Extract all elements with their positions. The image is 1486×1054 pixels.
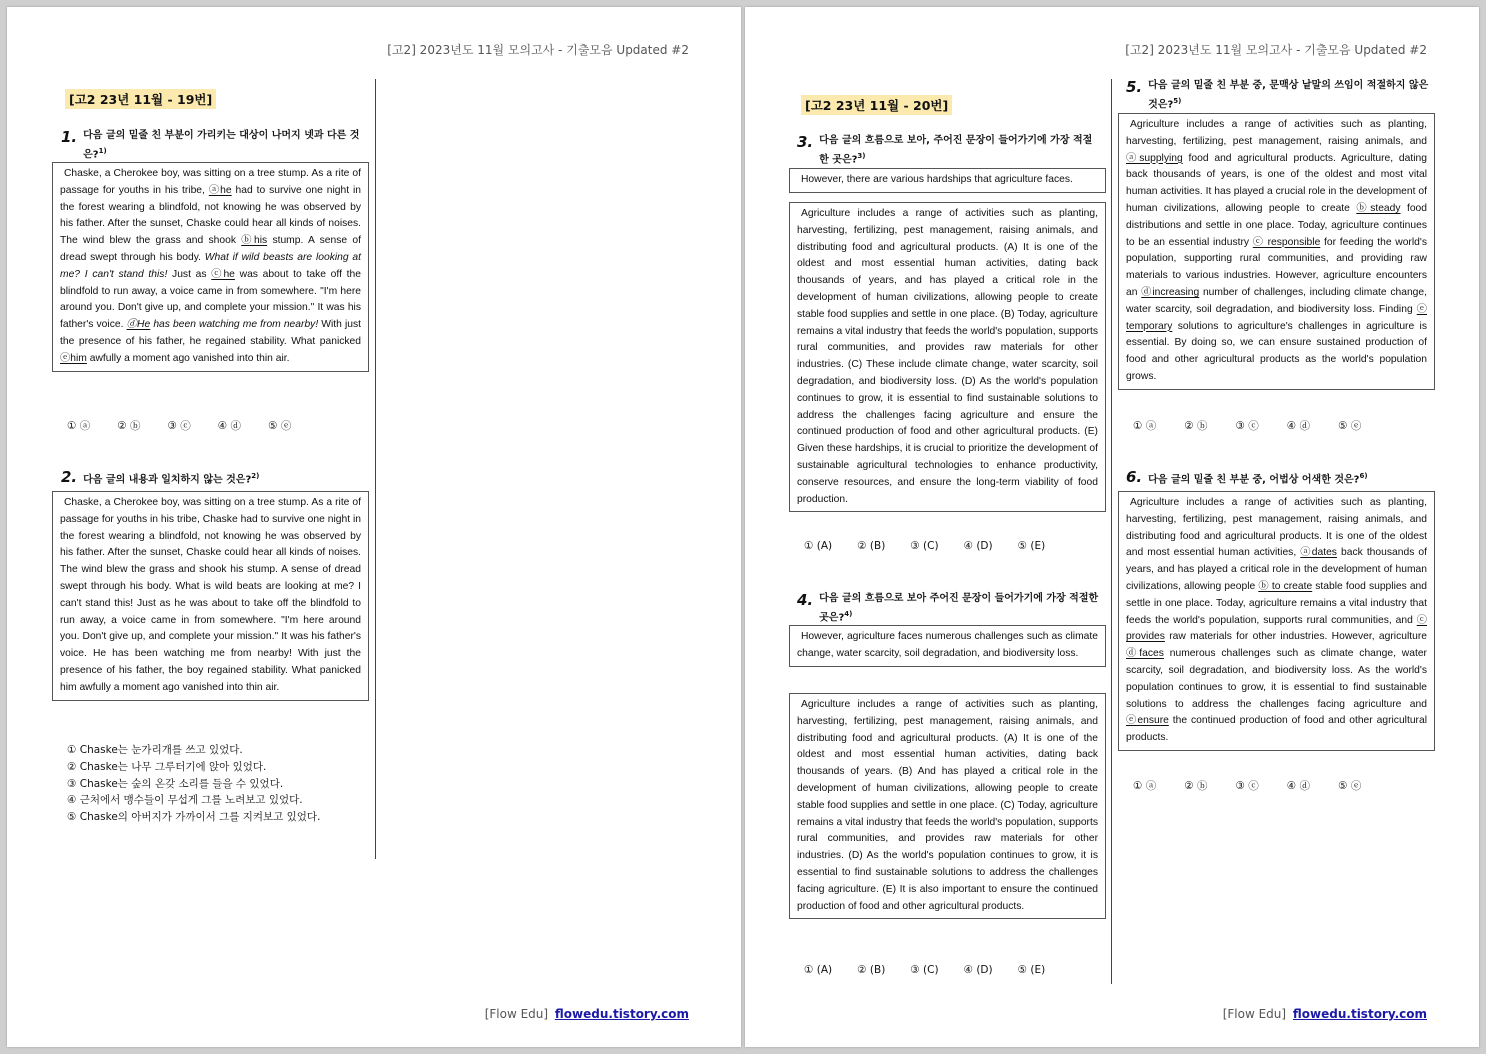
question-number: 2. — [61, 468, 78, 486]
option-5[interactable]: ⑤ ⓔ — [1338, 420, 1362, 432]
option-4[interactable]: ④ (D) — [963, 540, 993, 552]
question-1-prompt — [61, 129, 369, 162]
option-3[interactable]: ③ (C) — [910, 964, 939, 976]
question-6-options — [1133, 778, 1361, 793]
question-5-options — [1133, 418, 1361, 433]
right-page — [745, 7, 1479, 1047]
option-3[interactable]: ③ ⓒ — [1235, 780, 1259, 792]
question-2-options — [67, 742, 320, 826]
option-1[interactable]: ① ⓐ — [1133, 780, 1157, 792]
page-header: [고2] 2023년도 11월 모의고사 - 기출모음 Updated #2 — [1125, 43, 1427, 57]
option-1[interactable]: ① (A) — [804, 964, 833, 976]
option-4[interactable]: ④ ⓓ — [217, 420, 242, 432]
question-number: 6. — [1126, 468, 1143, 486]
footer-brand: [Flow Edu] — [484, 1007, 549, 1021]
underline-b: ⓑhis — [241, 235, 268, 247]
option-1[interactable]: ① ⓐ — [67, 420, 91, 432]
question-3-prompt — [797, 134, 1100, 167]
question-text: 다음 글의 흐름으로 보아, 주어진 문장이 들어가기에 가장 적절한 곳은? — [819, 135, 1093, 165]
question-1-passage: Chaske, a Cherokee boy, was sitting on a tree stump. As a rite of passage for youths in his tribe, ⓐhe had to survive one night in the forest wearing a blindfold, not knowing he was observed by his father. After the sunset, Chaske could hear all kinds of noises. The wind blew the grass and shook ⓑhis stump. A sense of dread swept through his body. What if wild beasts are looking at me? I can't stand this! Just as ⓒhe was about to take off the blindfold to run away, a voice came in from somewhere. "I'm here around you. Don't give up, and complete your mission." It was his father's voice. ⓓHe has been watching me from nearby! With just the presence of his father, he regained stability. What panicked ⓔhim awfully a moment ago vanished into thin air. — [52, 162, 369, 372]
option-4[interactable]: ④ 근처에서 맹수들이 무섭게 그를 노려보고 있었다. — [67, 794, 303, 807]
option-5[interactable]: ⑤ ⓔ — [268, 420, 292, 432]
underline-a: ⓐhe — [208, 184, 232, 196]
question-text: 다음 글의 내용과 일치하지 않는 것은? — [83, 474, 252, 486]
question-2-passage: Chaske, a Cherokee boy, was sitting on a tree stump. As a rite of passage for youths in his tribe, Chaske had to survive one night in the forest wearing a blindfold, not knowing he was observed by his father. After the sunset, Chaske could hear all kinds of noises. The wind blew the grass and shook his stump. A sense of dread swept through his body. What is wild beats are looking at me? I can't stand this! Just as he was about to take off the blindfold to run away, a voice came in from somewhere. "I'm here around you. Don't give up, and complete your mission." It was his father's voice. He has been watching me from nearby! With just the presence of his father, the boy regained stability. What panicked him awfully a moment ago vanished into thin air. — [52, 491, 369, 701]
option-3[interactable]: ③ (C) — [910, 540, 939, 552]
question-3-passage: Agriculture includes a range of activities such as planting, harvesting, fertilizing, pest management, raising animals, and distributing food and agricultural products. (A) It is one of the oldest and most essential human activities, dating back thousands of years, and has played a critical role in the development of human civilizations, allowing people to create stable food supplies and settle in one place. (B) Today, agriculture remains a vital industry that feeds the world's population, supports rural communities, and provides raw materials for other industries. (C) These include climate change, water scarcity, soil degradation, and biodiversity loss. (D) As the world's population continues to grow, it is essential to find sustainable solutions to address the challenges facing agriculture and ensure the continued production of food and other agricultural products. (E) Given these hardships, it is crucial to prioritize the development of sustainable agricultural technologies to enhance productivity, conserve resources, and ensure the long-term viability of food production. — [789, 202, 1106, 512]
question-text: 다음 글의 밑줄 친 부분이 가리키는 대상이 나머지 넷과 다른 것은? — [83, 130, 360, 160]
option-1[interactable]: ① ⓐ — [1133, 420, 1157, 432]
footnote-ref: 5) — [1173, 96, 1182, 105]
question-number: 1. — [61, 128, 78, 146]
question-5-passage: Agriculture includes a range of activities such as planting, harvesting, fertilizing, pest management, raising animals, and ⓐsupplying food and agricultural products. Agriculture, dating back thousands of years, is one of the oldest and most vital human activities. It has played a crucial role in the development of human civilizations, allowing people to create ⓑsteady food distributions and settle in one place. Today, agriculture continues to be an essential industry ⓒ responsible for feeding the world's population, supporting rural communities, and providing raw materials to various industries. However, agriculture encounters an ⓓincreasing number of challenges, including climate change, water scarcity, soil degradation, and biodiversity loss. Finding ⓔ temporary solutions to agriculture's challenges in agriculture is essential. By doing so, we can ensure sustained production of food and other agricultural products as the world's population grows. — [1118, 113, 1435, 390]
option-5[interactable]: ⑤ (E) — [1017, 964, 1046, 976]
question-3-options — [804, 540, 1045, 552]
question-number: 5. — [1126, 78, 1143, 96]
question-2-prompt — [61, 469, 369, 488]
option-4[interactable]: ④ ⓓ — [1286, 420, 1311, 432]
option-3[interactable]: ③ ⓒ — [167, 420, 191, 432]
underline-b: ⓑ to create — [1258, 580, 1313, 592]
section-label: [고2 23년 11월 - 19번] — [65, 89, 216, 109]
footnote-ref: 3) — [857, 151, 866, 160]
footnote-ref: 4) — [844, 609, 853, 618]
footnote-ref: 2) — [251, 472, 260, 480]
underline-a: ⓐdates — [1300, 547, 1337, 559]
footnote-ref: 1) — [98, 146, 107, 155]
underline-e: ⓔhim — [60, 352, 87, 364]
option-5[interactable]: ⑤ ⓔ — [1338, 780, 1362, 792]
page-footer — [1223, 1007, 1427, 1021]
question-6-passage: Agriculture includes a range of activities such as planting, harvesting, fertilizing, pest management, raising animals, and distributing food and agricultural products. It is one of the oldest and most essential human activities, ⓐdates back thousands of years, and has played a critical role in the development of human civilizations, allowing people ⓑ to create stable food supplies and settle in one place. Today, agriculture remains a vital industry that feeds the world's population, supports rural communities, and ⓒ provides raw materials for other industries. However, agriculture ⓓfaces numerous challenges such as climate change, water scarcity, soil degradation, and biodiversity loss. As the world's population continues to grow, it is essential to find sustainable solutions to address the challenges facing agriculture and ⓔensure the continued production of food and other agricultural products. — [1118, 491, 1435, 751]
question-text: 다음 글의 밑줄 친 부분 중, 문맥상 낱말의 쓰임이 적절하지 않은 것은? — [1148, 80, 1429, 110]
option-2[interactable]: ② (B) — [857, 964, 886, 976]
underline-d: ⓓfaces — [1126, 648, 1164, 660]
option-4[interactable]: ④ ⓓ — [1286, 780, 1311, 792]
underline-e: ⓔ temporary — [1126, 303, 1427, 332]
option-5[interactable]: ⑤ (E) — [1017, 540, 1046, 552]
option-5[interactable]: ⑤ Chaske의 아버지가 가까이서 그를 지켜보고 있었다. — [67, 811, 321, 824]
question-1-options — [67, 418, 291, 433]
question-4-options — [804, 964, 1045, 976]
option-4[interactable]: ④ (D) — [963, 964, 993, 976]
column-divider — [375, 79, 376, 859]
question-3-given-sentence: However, there are various hardships that agriculture faces. — [789, 168, 1106, 193]
section-label: [고2 23년 11월 - 20번] — [801, 95, 952, 115]
question-text: 다음 글의 흐름으로 보아 주어진 문장이 들어가기에 가장 적절한 곳은? — [819, 593, 1099, 623]
question-text: 다음 글의 밑줄 친 부분 중, 어법상 어색한 것은? — [1148, 474, 1360, 486]
underline-a: ⓐsupplying — [1126, 152, 1183, 164]
option-2[interactable]: ② Chaske는 나무 그루터기에 앉아 있었다. — [67, 760, 267, 773]
underline-c: ⓒ responsible — [1252, 236, 1321, 248]
underline-d: ⓓHe — [126, 319, 151, 331]
question-4-prompt — [797, 592, 1100, 625]
page-header: [고2] 2023년도 11월 모의고사 - 기출모음 Updated #2 — [387, 43, 689, 57]
footer-link[interactable]: flowedu.tistory.com — [1292, 1007, 1427, 1021]
option-2[interactable]: ② ⓑ — [117, 420, 141, 432]
question-4-passage: Agriculture includes a range of activities such as planting, harvesting, fertilizing, pest management, raising animals, and distributing food and agricultural products. (A) It is one of the oldest and most essential human activities, dating back thousands of years. (B) And has played a critical role in the development of human civilizations, allowing people to create stable food supplies and settle in one place. (C) Today, agriculture remains a vital industry that feeds the world's population, supports rural communities, and provides raw materials for other industries. (D) As the world's population continues to grow, it is essential to find sustainable solutions to address the challenges facing agriculture. (E) It is also important to ensure the continued production of food and other agricultural products. — [789, 693, 1106, 919]
underline-d: ⓓincreasing — [1141, 286, 1200, 298]
question-4-given-sentence: However, agriculture faces numerous challenges such as climate change, water scarcity, soil degradation, and biodiversity loss. — [789, 625, 1106, 667]
question-6-prompt — [1126, 469, 1429, 488]
underline-c: ⓒhe — [211, 268, 235, 280]
question-number: 3. — [797, 133, 814, 151]
question-5-prompt — [1126, 79, 1429, 112]
option-2[interactable]: ② ⓑ — [1184, 420, 1208, 432]
option-1[interactable]: ① Chaske는 눈가리개를 쓰고 있었다. — [67, 744, 243, 756]
question-number: 4. — [797, 591, 814, 609]
option-3[interactable]: ③ Chaske는 숲의 온갖 소리를 들을 수 있었다. — [67, 777, 284, 790]
underline-c: ⓒ provides — [1126, 614, 1427, 643]
option-3[interactable]: ③ ⓒ — [1235, 420, 1259, 432]
column-divider — [1111, 79, 1112, 984]
footer-brand: [Flow Edu] — [1222, 1007, 1287, 1021]
option-2[interactable]: ② (B) — [857, 540, 886, 552]
page-footer — [485, 1007, 689, 1021]
option-2[interactable]: ② ⓑ — [1184, 780, 1208, 792]
footnote-ref: 6) — [1359, 472, 1368, 480]
underline-e: ⓔensure — [1126, 715, 1169, 727]
footer-link[interactable]: flowedu.tistory.com — [554, 1007, 689, 1021]
left-page — [7, 7, 741, 1047]
underline-b: ⓑsteady — [1356, 202, 1401, 214]
option-1[interactable]: ① (A) — [804, 540, 833, 552]
